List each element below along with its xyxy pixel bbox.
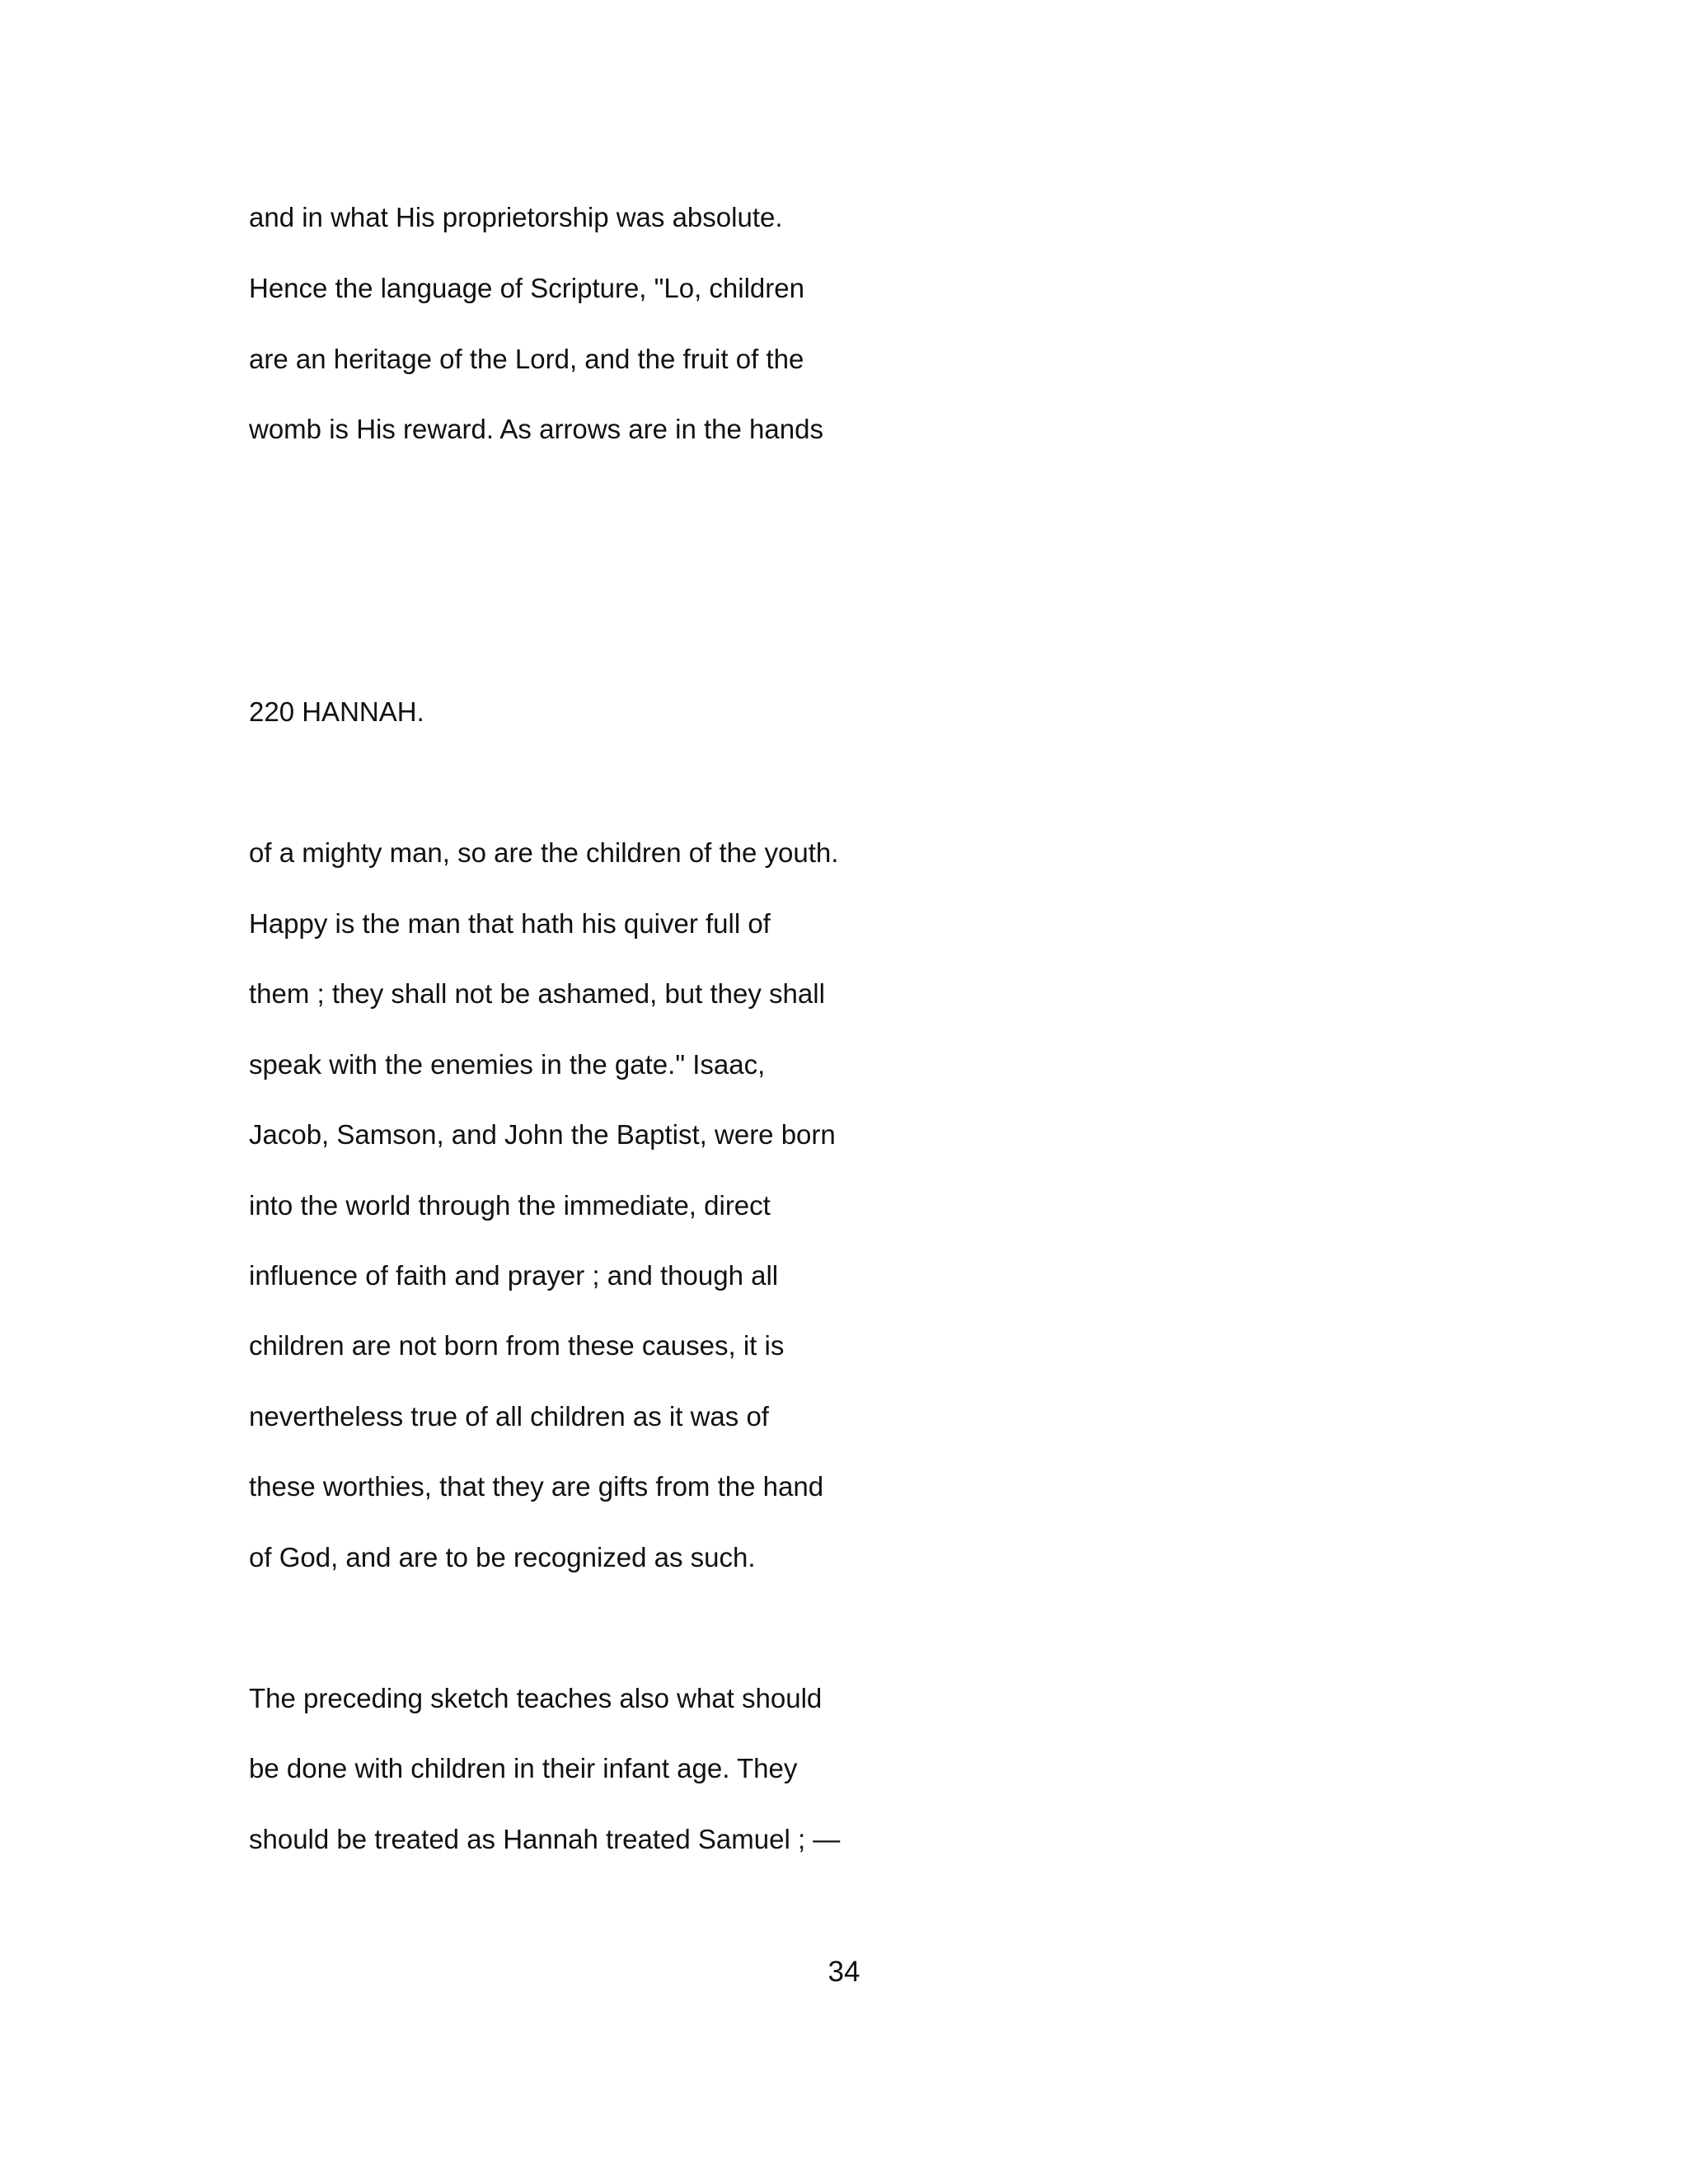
text-line: Happy is the man that hath his quiver full of (249, 908, 771, 939)
page-number: 34 (828, 1956, 860, 1988)
text-line: children are not born from these causes, it is (249, 1330, 785, 1361)
text-line: into the world through the immediate, direct (249, 1190, 771, 1221)
text-line: them ; they shall not be ashamed, but they shall (249, 978, 825, 1009)
text-line: should be treated as Hannah treated Samuel ; — (249, 1824, 841, 1854)
text-line: of a mighty man, so are the children of the youth. (249, 837, 839, 868)
text-line: nevertheless true of all children as it was of (249, 1401, 769, 1432)
text-line: and in what His proprietorship was absolute. (249, 202, 783, 232)
text-line: speak with the enemies in the gate." Isaac, (249, 1049, 766, 1080)
text-line: influence of faith and prayer ; and though all (249, 1260, 779, 1291)
text-line: be done with children in their infant age. They (249, 1753, 798, 1783)
text-line: The preceding sketch teaches also what should (249, 1683, 823, 1713)
text-line: Hence the language of Scripture, "Lo, children (249, 273, 804, 303)
text-line: are an heritage of the Lord, and the fruit of the (249, 344, 804, 374)
text-line: these worthies, that they are gifts from the hand (249, 1471, 824, 1502)
text-line: womb is His reward. As arrows are in the hands (249, 414, 823, 444)
running-header: 220 HANNAH. (249, 696, 424, 727)
text-line: Jacob, Samson, and John the Baptist, were born (249, 1119, 836, 1150)
text-line: of God, and are to be recognized as such. (249, 1542, 756, 1572)
